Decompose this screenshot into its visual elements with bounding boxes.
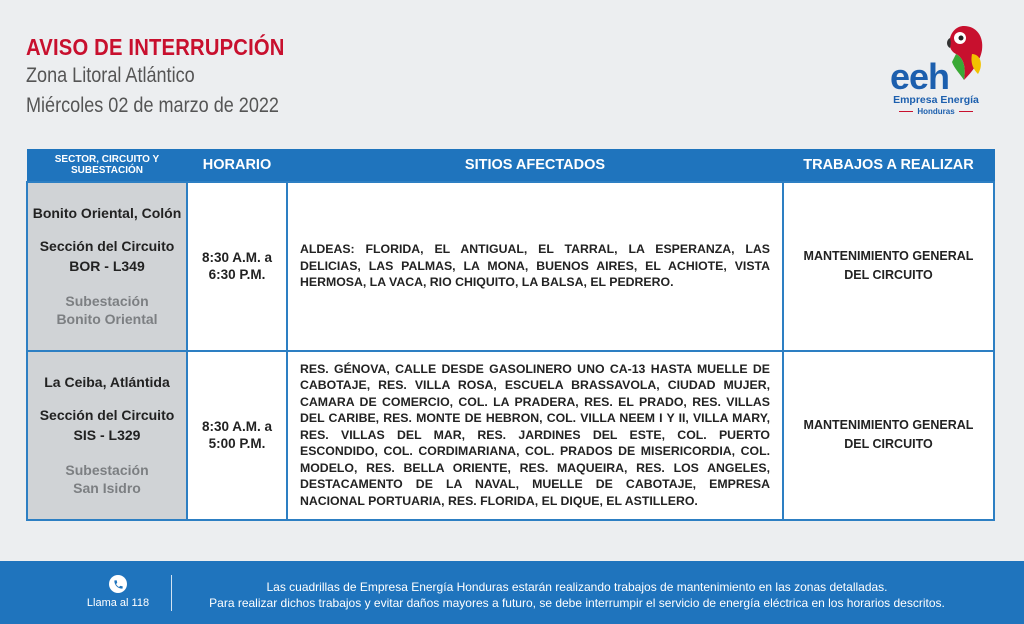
hours-start: 8:30 A.M. a [201,419,273,434]
interruption-table [26,149,995,521]
sector-cell [27,182,187,351]
substation-name: Bonito Oriental [56,310,158,327]
header-sites: SITIOS AFECTADOS [287,150,783,182]
header-sector: SECTOR, CIRCUITO Y SUBESTACIÓN [27,150,187,182]
substation-label-text: Subestación [65,461,149,478]
hours-cell [187,182,287,351]
header-hours: HORARIO [187,150,287,182]
work-line1: MANTENIMIENTO GENERAL [803,418,974,432]
notice-header [26,34,320,118]
work-cell [783,351,994,520]
section-label: Sección del Circuito [39,237,175,254]
circuit-code: BOR - L349 [69,257,145,274]
sector-location: La Ceiba, Atlántida [44,373,170,390]
hours-cell [187,351,287,520]
substation-label-text: Subestación [65,292,149,309]
substation-label [28,461,186,497]
work-line2: DEL CIRCUITO [844,268,933,282]
zone-subtitle: Zona Litoral Atlántico [26,64,195,87]
footer-line1: Las cuadrillas de Empresa Energía Honduras estarán realizando trabajos de mantenimiento en las zonas detalladas. [266,580,888,594]
sector-cell [27,351,187,520]
phone-icon [109,575,127,593]
footer-line2: Para realizar dichos trabajos y evitar daños mayores a futuro, se debe interrumpir el servicio de energía eléctrica en los horarios descritos. [209,596,945,610]
sector-location: Bonito Oriental, Colón [32,204,182,221]
sites-cell: RES. GÉNOVA, CALLE DESDE GASOLINERO UNO CA-13 HASTA MUELLE DE CABOTAJE, RES. VILLA ROSA, ESCUELA BRASSAVOLA, CIUDAD MUJER, CAMARA DE COMERCIO, COL. LA PRADERA, RES. EL PRADO, RES. VILLAS DEL CARIBE, RES. MONTE DE HEBRON, COL. VILLA NEEM I Y II, VILLA MARY, RES. VILLAS DEL MAR, RES. JARDINES DEL ESTE, COL. PUERTO ESCONDIDO, COL. CORDIMARIANA, COL. PRADOS DE MISERICORDIA, COL. MODELO, RES. BELLA ORIENTE, RES. MAQUEIRA, RES. LOS ANGELES, DESTACAMENTO DE LA NAVAL, MUELLE DE CABOTAJE, EMPRESA NACIONAL PORTUARIA, RES. FLORIDA, EL DIQUE, EL ASTILLERO. [287,351,783,520]
circuit-code: SIS - L329 [73,426,141,443]
hours-start: 8:30 A.M. a [201,250,273,265]
footer-message [182,579,972,611]
hours-end: 5:00 P.M. [208,436,266,451]
work-cell [783,182,994,351]
footer-divider [171,575,172,611]
work-line2: DEL CIRCUITO [844,437,933,451]
work-line1: MANTENIMIENTO GENERAL [803,249,974,263]
notice-title: AVISO DE INTERRUPCIÓN [26,34,285,60]
logo-company-name: Empresa Energía [893,94,979,106]
footer-bar [0,561,1024,624]
table-row [27,182,994,351]
eeh-logo [884,24,994,124]
substation-name: San Isidro [73,479,141,496]
phone-label: Llama al 118 [86,597,150,609]
sites-cell: ALDEAS: FLORIDA, EL ANTIGUAL, EL TARRAL, LA ESPERANZA, LAS DELICIAS, LAS PALMAS, LA MONA, BUENOS AIRES, EL ACHIOTE, VISTA HERMOSA, LA VACA, RIO CHIQUITO, LA BALSA, EL PEDRERO. [287,182,783,351]
section-label: Sección del Circuito [39,406,175,423]
notice-date: Miércoles 02 de marzo de 2022 [26,94,279,117]
logo-country: Honduras [886,107,986,116]
hours-end: 6:30 P.M. [208,267,266,282]
table-row [27,351,994,520]
header-work: TRABAJOS A REALIZAR [783,150,994,182]
logo-wordmark: eeh [890,56,950,97]
call-link[interactable] [76,575,160,609]
table-header-row [27,150,994,182]
substation-label [28,292,186,328]
